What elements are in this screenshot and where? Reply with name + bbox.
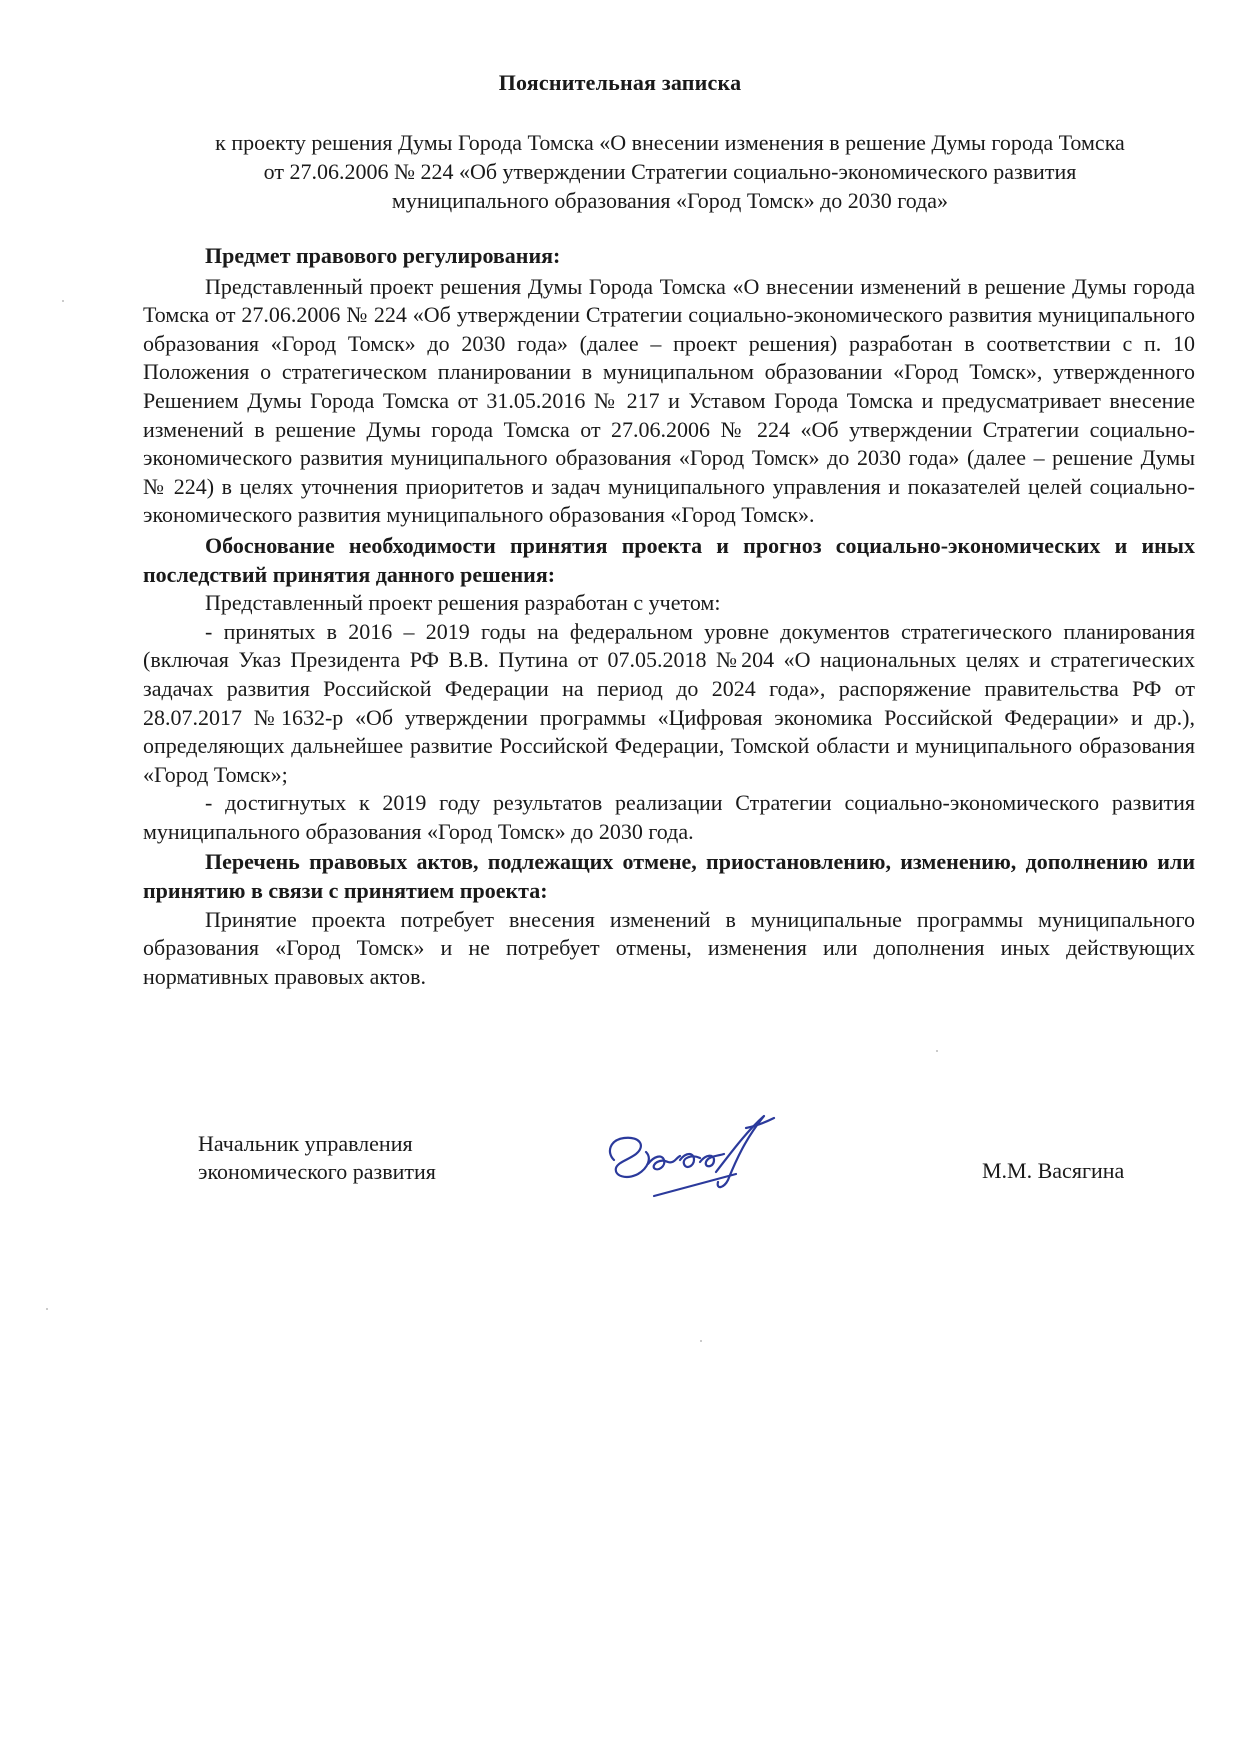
subtitle-line-3: муниципального образования «Город Томск» до 2030 года» bbox=[391, 188, 949, 213]
signer-position-line-2: экономического развития bbox=[198, 1159, 436, 1184]
scan-speck bbox=[936, 1050, 938, 1052]
section-intro-justification: Представленный проект решения разработан с учетом: bbox=[205, 590, 721, 616]
justification-item-1: - принятых в 2016 – 2019 годы на федеральном уровне документов стратегического планирования (включая Указ Президента РФ В.В. Путина от 07.05.2018 №204 «О национальных целях и стратегических задачах развития Российской Федерации на период до 2024 года», распоряжение правительства РФ от 28.07.2017 №1632-р «Об утверждении программы «Цифровая экономика Российской Федерации» и др.), определяющих дальнейшее развитие Российской Федерации, Томской области и муниципального образования «Город Томск»; bbox=[143, 618, 1195, 787]
section-heading-regulation: Предмет правового регулирования: bbox=[205, 243, 561, 268]
section-paragraph-regulation: Представленный проект решения Думы Города Томска «О внесении изменений в решение Думы города Томска от 27.06.2006 № 224 «Об утверждении Стратегии социально-экономического развития муниципального образования «Город Томск» до 2030 года» (далее – проект решения) разработан в соответствии с п. 10 Положения о стратегическом планировании в муниципальном образовании «Город Томск», утвержденного Решением Думы Города Томска от 31.05.2016 № 217 и Уставом Города Томска и предусматривает внесение изменений в решение Думы города Томска от 27.06.2006 № 224 «Об утверждении Стратегии социально-экономического развития муниципального образования «Город Томск» до 2030 года» (далее – решение Думы № 224) в целях уточнения приоритетов и задач муниципального управления и показателей целей социально-экономического развития муниципального образования «Город Томск». bbox=[143, 273, 1195, 528]
signer-position-line-1: Начальник управления bbox=[198, 1131, 413, 1156]
signer-name: М.М. Васягина bbox=[982, 1158, 1125, 1183]
handwritten-signature bbox=[596, 1102, 796, 1212]
section-paragraph-legal-acts: Принятие проекта потребует внесения изменений в муниципальные программы муниципального образования «Город Томск» и не потребует отмены, изменения или дополнения иных действующих нормативных правовых актов. bbox=[143, 906, 1195, 989]
section-heading-justification: Обоснование необходимости принятия проекта и прогноз социально-экономических и иных последствий принятия данного решения: bbox=[143, 532, 1195, 587]
document-body bbox=[143, 242, 1195, 991]
scan-speck bbox=[700, 1340, 702, 1342]
signer-position bbox=[198, 1130, 436, 1186]
subtitle-line-1: к проекту решения Думы Города Томска «О внесении изменения в решение Думы города Томска bbox=[215, 130, 1125, 155]
justification-item-2: - достигнутых к 2019 году результатов реализации Стратегии социально-экономического развития муниципального образования «Город Томск» до 2030 года. bbox=[143, 790, 1195, 844]
document-title: Пояснительная записка bbox=[498, 70, 742, 95]
signature-block bbox=[0, 1130, 1240, 1250]
section-heading-legal-acts: Перечень правовых актов, подлежащих отмене, приостановлению, изменению, дополнению или принятию в связи с принятием проекта: bbox=[143, 849, 1195, 904]
scan-speck bbox=[46, 1308, 48, 1310]
scan-speck bbox=[62, 300, 64, 302]
subtitle-line-2: от 27.06.2006 № 224 «Об утверждении Стратегии социально-экономического развития bbox=[263, 159, 1077, 184]
document-subtitle bbox=[140, 128, 1200, 215]
